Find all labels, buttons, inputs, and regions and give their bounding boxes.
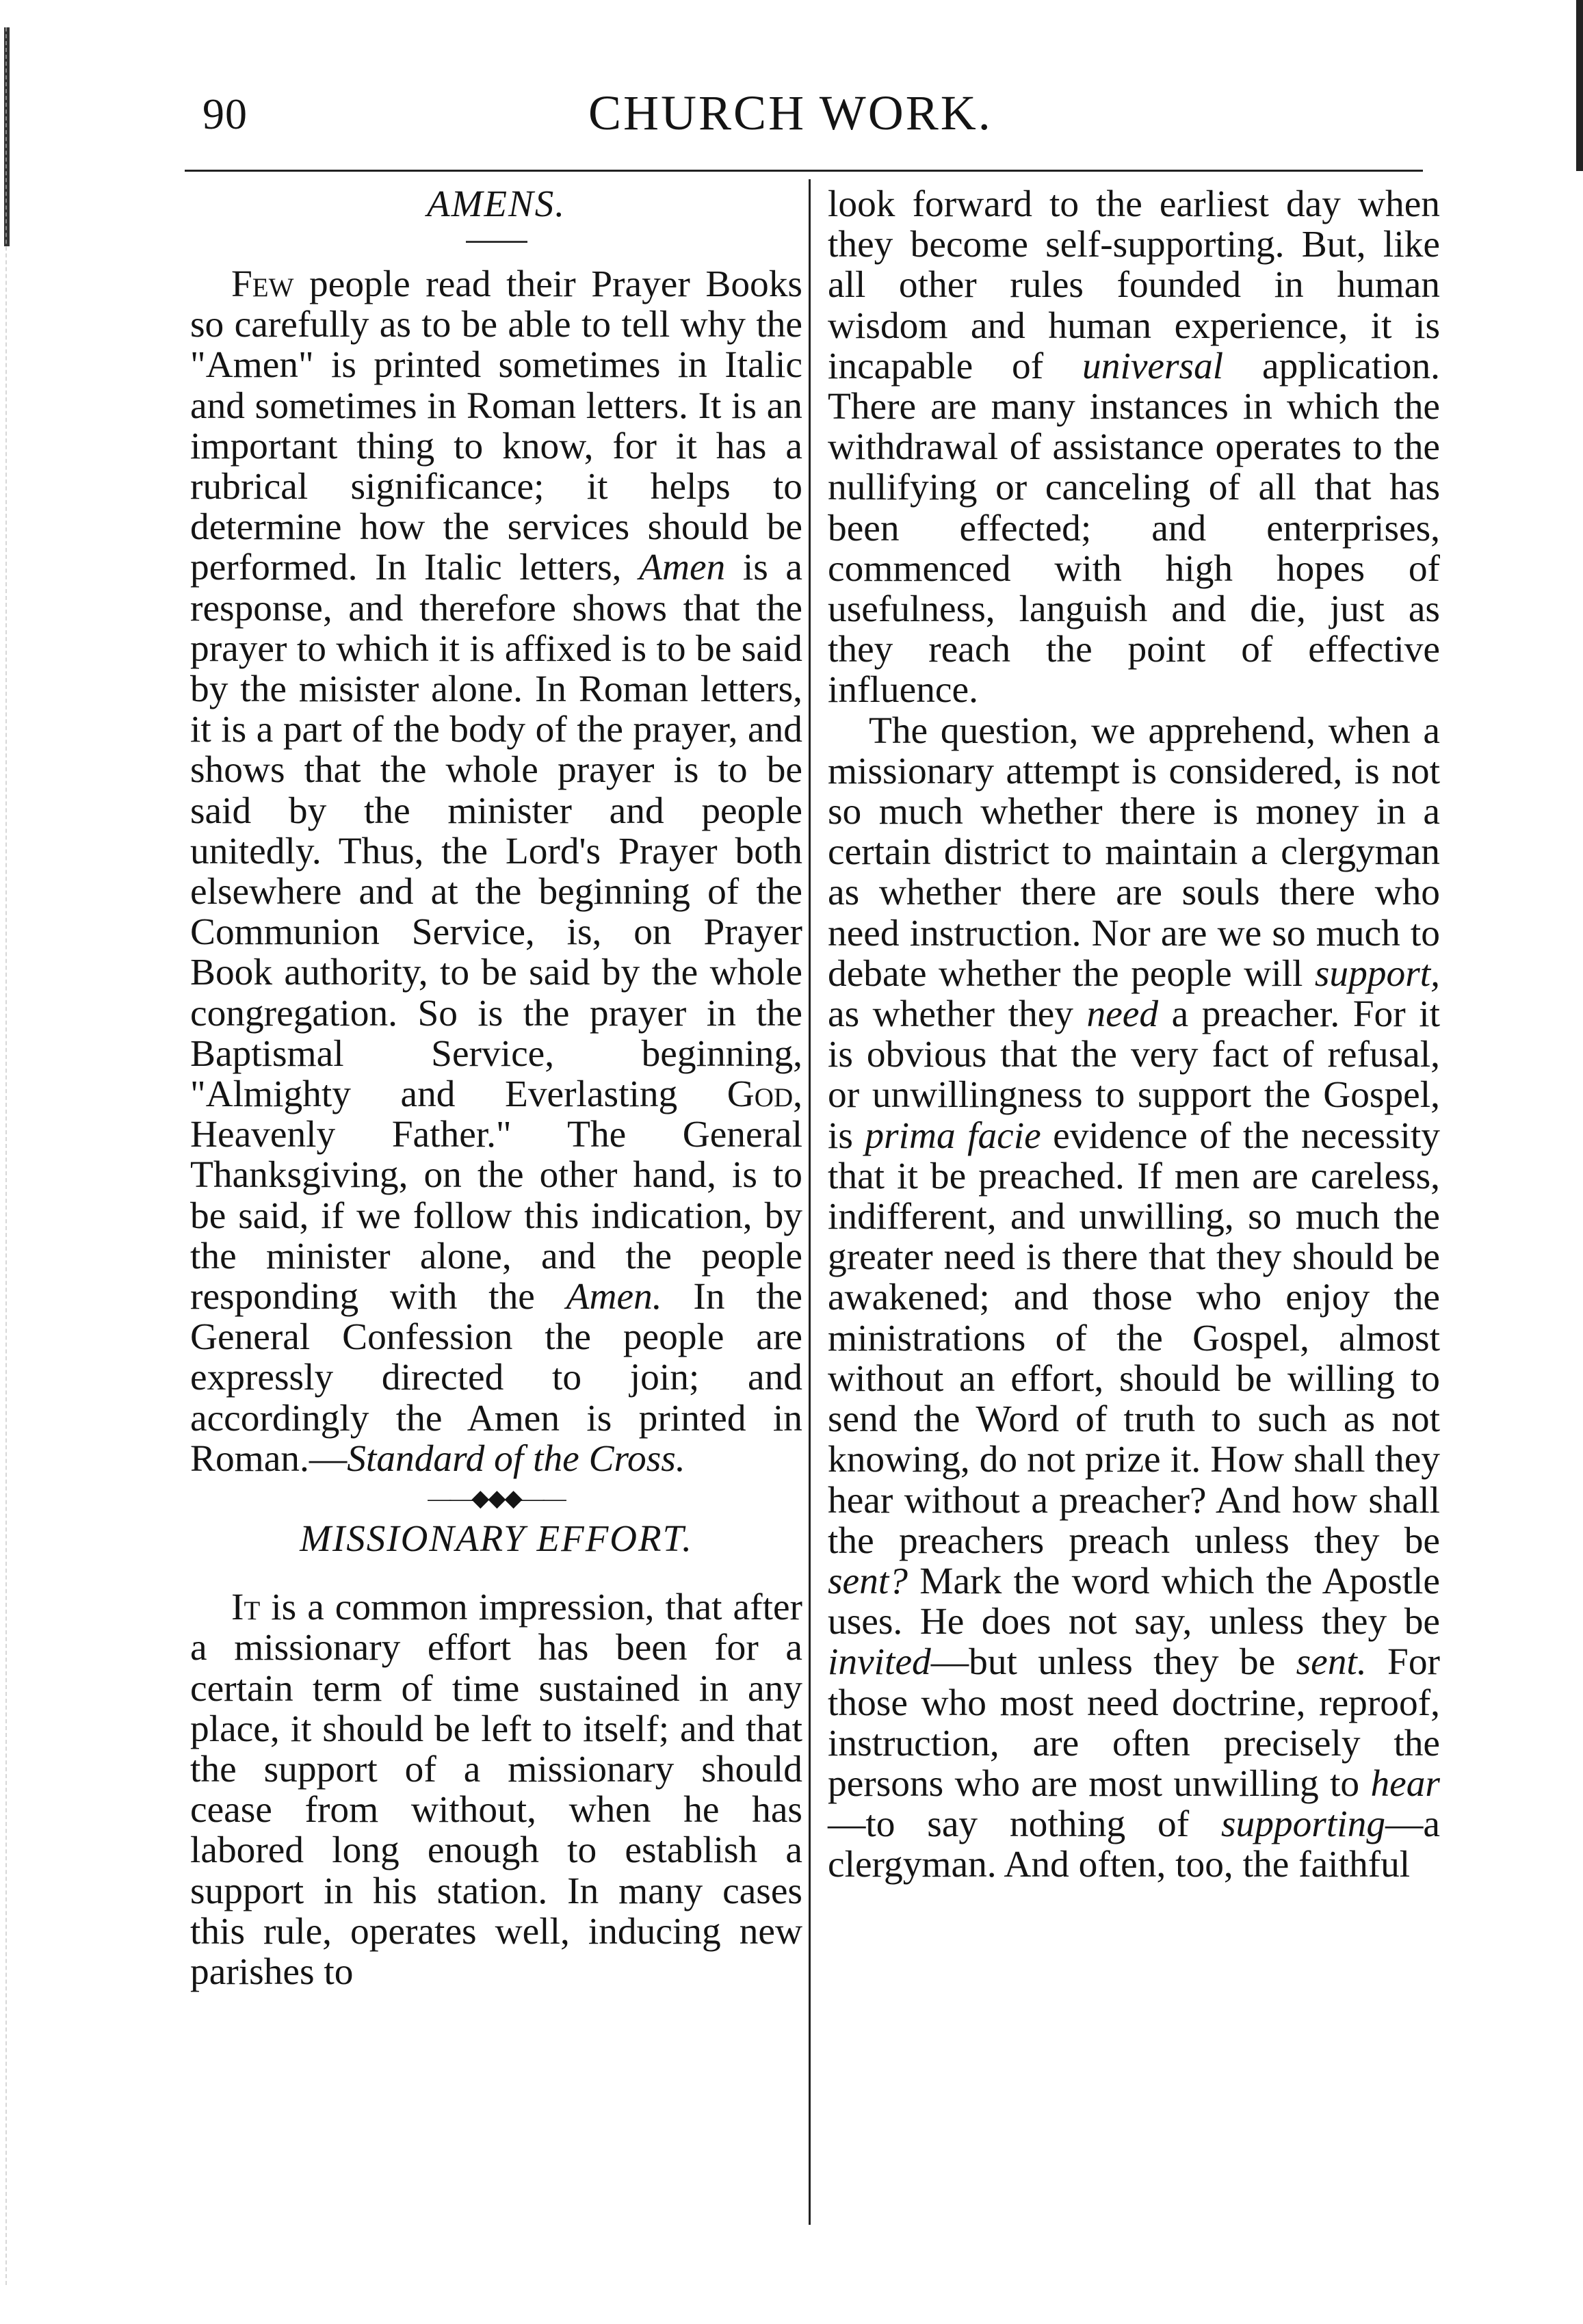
missionary-paragraph-1: It is a common impression, that after a missionary effort has been for a certain term of time sustained in any place, it should be left to itself; and that the support of a missionary should cease from without, when he has labored long enough to establish a support in his station. In many cases this rule, operates well, inducing new parishes to: [190, 1586, 802, 1992]
missionary-paragraph-1-continued: look forward to the earliest day when they become self-supporting. But, like all other rules founded in human wisdom and human experience, it is incapable of universal application. There are many instances in which the withdrawal of assistance operates to the nullifying or canceling of all that has been effected; and enterprises, commenced with high hopes of usefulness, languish and die, just as they reach the point of effective influence.: [828, 183, 1440, 711]
title-rule: [466, 241, 527, 243]
running-title: CHURCH WORK.: [588, 86, 993, 140]
header-rule: [185, 170, 1423, 172]
column-divider: [809, 179, 811, 2225]
page-number: 90: [202, 90, 248, 138]
right-column: [828, 183, 1440, 1885]
article-title-missionary: MISSIONARY EFFORT.: [300, 1517, 693, 1560]
scan-edge: [5, 27, 11, 2285]
source-citation: Standard of the Cross.: [347, 1437, 685, 1479]
left-column: [190, 183, 802, 1992]
missionary-paragraph-2: The question, we apprehend, when a missionary attempt is considered, is not so much whether there is money in a certain district to maintain a clergyman as whether there are souls there who need instruction. Nor are we so much to debate whether the people will support, as whether they need a preacher. For it is obvious that the very fact of refusal, or unwillingness to support the Gospel, is prima facie evidence of the necessity that it be preached. If men are careless, indifferent, and unwilling, so much the greater need is there that they should be awakened; and those who enjoy the ministrations of the Gospel, almost without an effort, should be willing to send the Word of truth to such as not knowing, do not prize it. How shall they hear without a preacher? And how shall the preachers preach unless they be sent? Mark the word which the Apostle uses. He does not say, unless they be invited—but unless they be sent. For those who most need doctrine, reproof, instruction, are often precisely the persons who are most unwilling to hear—to say nothing of supporting—a clergyman. And often, too, the faithful: [828, 709, 1441, 1885]
amens-paragraph: Few people read their Prayer Books so carefully as to be able to tell why the "Amen" is printed sometimes in Italic and sometimes in Roman letters. It is an important thing to know, for it has a rubrical significance; it helps to determine how the services should be performed. In Italic letters, Amen is a response, and therefore shows that the prayer to which it is affixed is to be said by the misister alone. In Roman letters, it is a part of the body of the prayer, and shows that the whole prayer is to be said by the minister and people unitedly. Thus, the Lord's Prayer both elsewhere and at the beginning of the Communion Service, is, on Prayer Book authority, to be said by the whole congregation. So is the prayer in the Baptismal Service, beginning, "Almighty and Everlasting God, Heavenly Father." The General Thanksgiving, on the other hand, is to be said, if we follow this indication, by the minister alone, and the people responding with the Amen. In the General Confession the people are expressly directed to join; and accordingly the Amen is printed in Roman.—Standard of the Cross.: [190, 263, 802, 1479]
scan-edge-right: [1576, 0, 1583, 171]
lead-word: Few: [231, 263, 294, 304]
article-title-amens: AMENS.: [427, 183, 566, 224]
lead-word: It: [231, 1586, 261, 1628]
page-header: [185, 82, 1416, 157]
section-ornament: ——◆◆◆——: [428, 1486, 565, 1512]
